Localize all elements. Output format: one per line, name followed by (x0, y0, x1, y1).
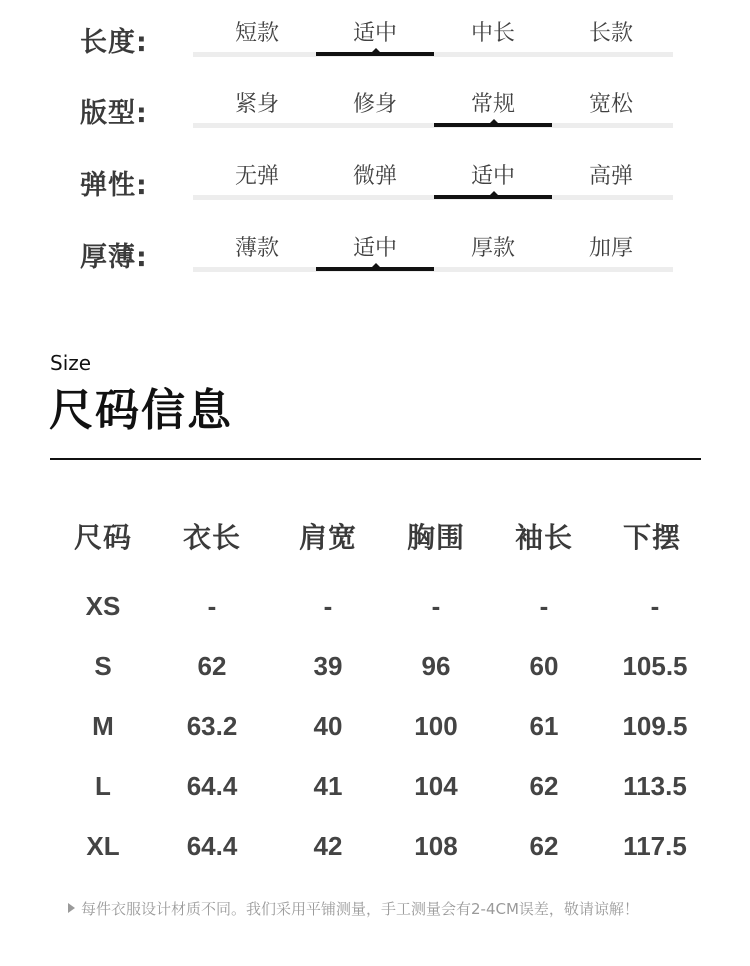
attribute-option: 修身 (352, 92, 397, 117)
attribute-option: 加厚 (588, 236, 633, 261)
header-sleeve: 袖长 (514, 521, 573, 554)
attribute-row (0, 155, 750, 227)
selected-indicator (434, 123, 552, 127)
attribute-label: 厚薄: (80, 242, 148, 273)
attribute-option: 无弹 (234, 164, 279, 189)
attribute-option: 常规 (470, 92, 515, 117)
attribute-option: 适中 (352, 21, 397, 46)
attribute-label: 弹性: (80, 170, 148, 201)
attribute-track (193, 195, 673, 200)
attribute-row (0, 12, 750, 84)
table-row (48, 771, 708, 811)
table-row (48, 711, 708, 751)
table-row (48, 591, 708, 631)
cell-sleeve: 62 (529, 831, 559, 861)
cell-chest: 100 (414, 711, 458, 741)
attribute-option: 薄款 (234, 236, 279, 261)
attribute-row (0, 227, 750, 299)
cell-sleeve: 61 (529, 711, 559, 741)
cell-length: 64.4 (186, 771, 238, 801)
cell-size: M (92, 711, 114, 741)
attribute-label: 版型: (80, 98, 148, 129)
attribute-option: 微弹 (352, 164, 397, 189)
measurement-note (68, 898, 639, 919)
cell-shoulder: 40 (313, 711, 343, 741)
table-row (48, 831, 708, 871)
attribute-option: 中长 (470, 21, 515, 46)
cell-sleeve: - (539, 591, 549, 621)
header-chest: 胸围 (406, 521, 465, 554)
header-shoulder: 肩宽 (298, 521, 357, 554)
selected-indicator (316, 52, 434, 56)
cell-shoulder: - (323, 591, 333, 621)
attribute-track (193, 123, 673, 128)
size-title-en: Size (50, 351, 92, 375)
cell-chest: 104 (414, 771, 458, 801)
cell-shoulder: 41 (313, 771, 343, 801)
cell-size: XL (86, 831, 120, 861)
attribute-option: 适中 (352, 236, 397, 261)
header-hem: 下摆 (622, 521, 681, 554)
attribute-option: 高弹 (588, 164, 633, 189)
cell-hem: 113.5 (623, 771, 687, 801)
attribute-row (0, 83, 750, 155)
cell-sleeve: 62 (529, 771, 559, 801)
cell-size: S (94, 651, 112, 681)
table-header-row (48, 516, 708, 556)
cell-chest: - (431, 591, 441, 621)
cell-shoulder: 42 (313, 831, 343, 861)
cell-chest: 108 (414, 831, 458, 861)
selected-indicator (316, 267, 434, 271)
note-text: 每件衣服设计材质不同。我们采用平铺测量，手工测量会有2-4CM误差，敬请谅解！ (81, 900, 639, 918)
attribute-option: 适中 (470, 164, 515, 189)
cell-length: 64.4 (186, 831, 238, 861)
cell-size: XS (85, 591, 121, 621)
selected-indicator (434, 195, 552, 199)
cell-length: 62 (197, 651, 227, 681)
attribute-option: 厚款 (470, 236, 515, 261)
cell-hem: - (650, 591, 660, 621)
cell-hem: 109.5 (622, 711, 688, 741)
attribute-option: 短款 (234, 21, 279, 46)
size-title-cn: 尺码信息 (49, 385, 233, 436)
cell-hem: 117.5 (623, 831, 687, 861)
header-size: 尺码 (73, 521, 132, 554)
cell-chest: 96 (421, 651, 451, 681)
header-length: 衣长 (182, 521, 241, 554)
attribute-option: 紧身 (234, 92, 279, 117)
cell-length: - (207, 591, 217, 621)
triangle-bullet-icon (68, 903, 75, 913)
attribute-option: 长款 (588, 21, 633, 46)
attribute-option: 宽松 (588, 92, 633, 117)
cell-hem: 105.5 (622, 651, 688, 681)
attribute-label: 长度: (80, 27, 148, 58)
cell-shoulder: 39 (313, 651, 343, 681)
cell-sleeve: 60 (529, 651, 559, 681)
cell-length: 63.2 (186, 711, 238, 741)
table-row (48, 651, 708, 691)
section-divider (50, 458, 701, 460)
cell-size: L (95, 771, 111, 801)
